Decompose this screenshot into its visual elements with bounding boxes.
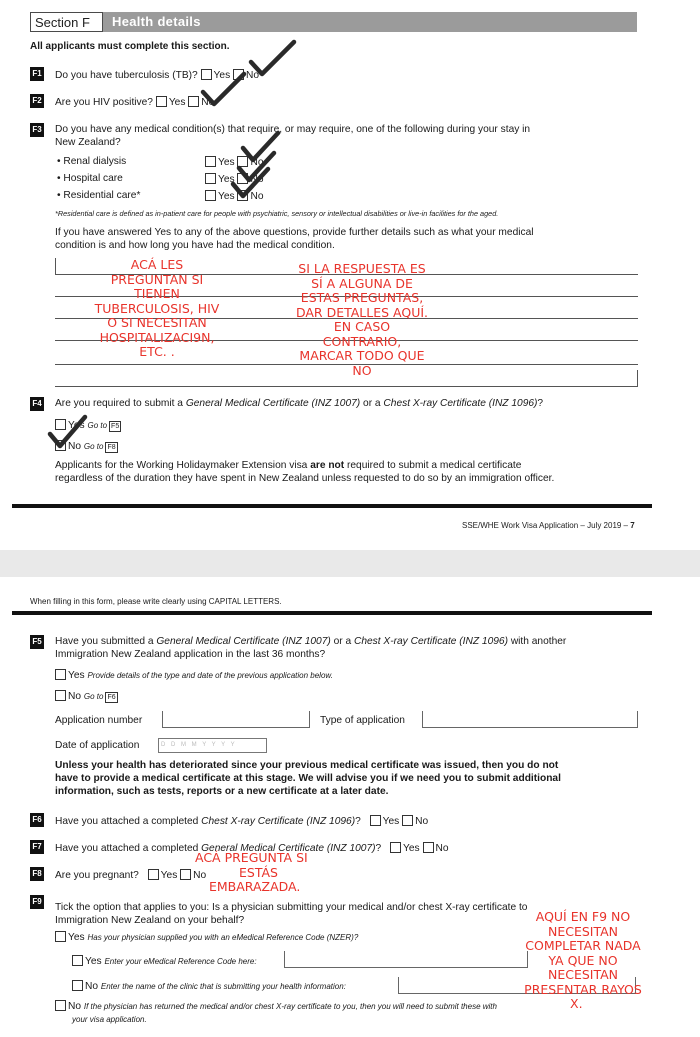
f5-yes-hint: Provide details of the type and date of the previous application below. xyxy=(87,671,333,680)
annotation-line: X. xyxy=(570,996,583,1011)
annotation-line: SÍ A ALGUNA DE xyxy=(311,275,413,291)
f9-sub-yes-checkbox[interactable] xyxy=(72,955,83,966)
question-f5-line2: Immigration New Zealand application in the last 36 months? xyxy=(55,649,326,660)
note-text: Applicants for the Working Holidaymaker Extension visa xyxy=(55,460,311,471)
residential-yes-checkbox[interactable] xyxy=(205,190,216,201)
renal-yes-label: Yes xyxy=(218,157,235,168)
page-header-instruction: When filling in this form, please write clearly using CAPITAL LETTERS. xyxy=(30,597,282,606)
question-f6 xyxy=(55,815,428,829)
f8-text: Are you pregnant? xyxy=(55,870,139,881)
f7-no-checkbox[interactable] xyxy=(423,842,434,853)
handwritten-checkmark-icon xyxy=(47,414,89,450)
f2-no-checkbox[interactable] xyxy=(188,96,199,107)
annotation-line: PRESENTAR RAYOS xyxy=(524,981,642,997)
question-f2-text: Are you HIV positive? xyxy=(55,97,153,108)
f4-text: Are you required to submit a xyxy=(55,398,186,409)
annotation-line: AQUÍ EN F9 NO xyxy=(535,909,631,924)
f8-no-label: No xyxy=(193,870,207,881)
annotation-line: HOSPITALIZACI9N, xyxy=(99,329,215,345)
f4-note-line2: regardless of the duration they have spent in New Zealand unless requested to do so by an immigration officer. xyxy=(55,473,555,484)
f5-no-label: No xyxy=(68,691,82,702)
f5-yes-label: Yes xyxy=(68,670,85,681)
annotation-pregnant-note xyxy=(195,851,325,895)
question-f1-text: Do you have tuberculosis (TB)? xyxy=(55,70,198,81)
goto-label: Go to xyxy=(83,692,104,701)
section-title: Health details xyxy=(112,14,201,29)
question-f3-line2: New Zealand? xyxy=(55,137,121,148)
f9-yes-hint: Has your physician supplied you with an eMedical Reference Code (NZER)? xyxy=(87,933,359,942)
f7-text-form: General Medical Certificate (INZ 1007) xyxy=(201,843,376,854)
annotation-line: TUBERCULOSIS, HIV xyxy=(94,300,220,316)
annotation-line: ACÁ LES xyxy=(130,257,184,272)
f4-no-label: No xyxy=(68,441,82,452)
f5-text: with another xyxy=(507,636,567,647)
question-f8 xyxy=(55,869,206,883)
question-number-f9: F9 xyxy=(30,895,44,909)
question-number-f5: F5 xyxy=(30,635,44,649)
annotation-line: ESTAS PREGUNTAS, xyxy=(300,290,424,305)
question-f9-line1: Tick the option that applies to you: Is a physician submitting your medical and/or chest X-ray certificate to xyxy=(55,902,528,913)
f9-no-checkbox[interactable] xyxy=(55,1000,66,1011)
f9-sub-yes-hint: Enter your eMedical Reference Code here: xyxy=(104,957,257,966)
question-number-f2: F2 xyxy=(30,94,44,108)
annotation-line: O SI NECESITAN xyxy=(107,315,207,330)
annotation-line: DAR DETALLES AQUÍ. xyxy=(295,304,429,320)
annotation-line: YA QUE NO xyxy=(548,952,618,968)
question-f3-line1: Do you have any medical condition(s) that require, or may require, one of the following during your stay in xyxy=(55,124,531,135)
f8-no-checkbox[interactable] xyxy=(180,869,191,880)
application-date-input[interactable]: D D M M Y Y Y Y xyxy=(158,738,267,753)
f9-sub-yes-label: Yes xyxy=(85,956,102,967)
page-top-rule xyxy=(12,611,652,615)
f4-text: or a xyxy=(360,398,384,409)
f1-no-label: No xyxy=(246,70,260,81)
f2-yes-label: Yes xyxy=(168,97,186,108)
goto-target-f5: F5 xyxy=(111,423,120,430)
goto-target-f8: F8 xyxy=(107,444,116,451)
annotation-left-note xyxy=(62,258,252,360)
question-number-f6: F6 xyxy=(30,813,44,827)
f5-yes-option xyxy=(55,669,333,683)
f7-text: ? xyxy=(375,843,382,854)
question-number-f8: F8 xyxy=(30,867,44,881)
goto-target-f6: F6 xyxy=(107,694,116,701)
question-f2 xyxy=(55,96,214,110)
question-f5-line1 xyxy=(55,636,566,649)
hospital-yes-checkbox[interactable] xyxy=(205,173,216,184)
page-separator xyxy=(0,550,700,577)
f9-yes-checkbox[interactable] xyxy=(55,931,66,942)
page-bottom-rule xyxy=(12,504,652,508)
application-number-label: Application number xyxy=(55,715,143,726)
application-type-label: Type of application xyxy=(320,715,405,726)
renal-yes-checkbox[interactable] xyxy=(205,156,216,167)
f9-sub-no-hint: Enter the name of the clinic that is submitting your health information: xyxy=(100,982,346,991)
question-number-f4: F4 xyxy=(30,397,44,411)
f5-paragraph-line1: Unless your health has deteriorated since your previous medical certificate was issued, then you do not xyxy=(55,760,559,771)
question-number-f7: F7 xyxy=(30,840,44,854)
f9-yes-label: Yes xyxy=(68,932,85,943)
question-f4 xyxy=(55,398,543,411)
f6-text-form: Chest X-ray Certificate (INZ 1096) xyxy=(201,816,356,827)
f7-text: Have you attached a completed xyxy=(55,843,202,854)
f6-text: Have you attached a completed xyxy=(55,816,202,827)
annotation-line: SI LA RESPUESTA ES xyxy=(298,261,426,276)
f6-yes-checkbox[interactable] xyxy=(370,815,381,826)
f4-text-form2: Chest X-ray Certificate (INZ 1096) xyxy=(383,398,538,409)
annotation-line: NECESITAN xyxy=(547,967,619,982)
f3-item-hospital-label: • Hospital care xyxy=(57,173,123,184)
f7-yes-checkbox[interactable] xyxy=(390,842,401,853)
f9-sub-no-option xyxy=(72,980,346,994)
page-footer xyxy=(462,521,635,530)
f3-details-line2: condition is and how long you have had the medical condition. xyxy=(55,240,335,251)
f4-text: ? xyxy=(537,398,544,409)
annotation-line: ESTÁS xyxy=(239,864,278,880)
application-date-label: Date of application xyxy=(55,740,140,751)
textarea-right-edge xyxy=(637,370,638,386)
note-emphasis: are not xyxy=(310,460,345,471)
f4-note-line1 xyxy=(55,460,521,473)
f4-yes-label: Yes xyxy=(68,420,85,431)
note-text: required to submit a medical certificate xyxy=(344,460,522,471)
f9-no-label: No xyxy=(68,1001,82,1012)
annotation-line: NO xyxy=(352,362,372,378)
handwritten-checkmark-icon xyxy=(248,38,298,80)
f9-no-hint: If the physician has returned the medical and/or chest X-ray certificate to you, then you will need to submit these with xyxy=(83,1002,497,1011)
renal-no-label: No xyxy=(250,157,264,168)
question-f9-line2: Immigration New Zealand on your behalf? xyxy=(55,915,245,926)
f4-text-form1: General Medical Certificate (INZ 1007) xyxy=(185,398,361,409)
application-type-input[interactable] xyxy=(422,711,638,728)
f9-sub-no-label: No xyxy=(85,981,99,992)
f5-text: or a xyxy=(330,636,354,647)
f6-no-checkbox[interactable] xyxy=(402,815,413,826)
footer-text: SSE/WHE Work Visa Application – July 2019 – xyxy=(462,521,631,530)
hospital-no-label: No xyxy=(250,174,264,185)
textarea-line xyxy=(55,386,638,387)
f7-yes-label: Yes xyxy=(403,843,420,854)
f3-footnote: *Residential care is defined as in-patient care for people with psychiatric, sensory or intellectual disabilities or live-in facilities for the aged. xyxy=(55,209,499,218)
goto-label: Go to xyxy=(87,421,108,430)
application-number-input[interactable] xyxy=(162,711,310,728)
annotation-f9-note xyxy=(518,910,648,1012)
f9-no-option xyxy=(55,1000,497,1014)
handwritten-checkmark-icon xyxy=(200,70,248,110)
annotation-line: CONTRARIO, xyxy=(322,333,402,349)
f6-yes-label: Yes xyxy=(382,816,400,827)
f1-yes-label: Yes xyxy=(213,70,231,81)
residential-no-label: No xyxy=(250,191,264,202)
f9-sub-yes-option xyxy=(72,955,257,969)
f5-text: Have you submitted a xyxy=(55,636,157,647)
f3-item-renal-label: • Renal dialysis xyxy=(57,156,127,167)
f5-no-option xyxy=(55,690,118,704)
question-number-f3: F3 xyxy=(30,123,44,137)
f5-paragraph-line3: information, such as tests, reports or a new certificate at a later date. xyxy=(55,786,389,797)
f5-no-checkbox[interactable] xyxy=(55,690,66,701)
annotation-line: PREGUNTAN SI xyxy=(110,271,204,287)
f5-text-form1: General Medical Certificate (INZ 1007) xyxy=(156,636,331,647)
goto-label: Go to xyxy=(83,442,104,451)
annotation-line: ACÁ PREGUNTA SI xyxy=(195,850,308,865)
hospital-yes-label: Yes xyxy=(218,174,235,185)
annotation-line: EN CASO xyxy=(333,319,391,334)
form-page-8 xyxy=(0,577,700,1037)
annotation-line: EMBARAZADA. xyxy=(209,879,301,894)
f5-yes-checkbox[interactable] xyxy=(55,669,66,680)
f6-text: ? xyxy=(355,816,361,827)
f9-sub-no-checkbox[interactable] xyxy=(72,980,83,991)
textarea-left-edge xyxy=(55,258,56,274)
f6-no-label: No xyxy=(415,816,429,827)
annotation-right-note xyxy=(272,262,452,378)
residential-yes-label: Yes xyxy=(218,191,235,202)
annotation-line: MARCAR TODO QUE xyxy=(299,348,425,363)
f5-paragraph-line2: have to provide a medical certificate at this stage. We will advise you if we need you to submit additional xyxy=(55,773,561,784)
annotation-line: ETC. . xyxy=(139,344,175,359)
f3-details-line1: If you have answered Yes to any of the above questions, provide further details such as what your medical xyxy=(55,227,534,238)
f8-yes-checkbox[interactable] xyxy=(148,869,159,880)
handwritten-checkmark-icon xyxy=(230,166,272,200)
annotation-line: TIENEN xyxy=(134,286,180,301)
f8-yes-label: Yes xyxy=(160,870,178,881)
annotation-line: COMPLETAR NADA xyxy=(525,938,641,953)
section-tag: Section F xyxy=(30,12,103,32)
f7-no-label: No xyxy=(435,843,449,854)
f9-yes-option xyxy=(55,931,358,945)
footer-page-number: 7 xyxy=(630,521,635,530)
f2-yes-checkbox[interactable] xyxy=(156,96,167,107)
question-number-f1: F1 xyxy=(30,67,44,81)
f2-no-label: No xyxy=(201,97,215,108)
section-intro: All applicants must complete this section. xyxy=(30,41,230,52)
emedical-code-input[interactable] xyxy=(284,951,528,968)
f5-text-form2: Chest X-ray Certificate (INZ 1096) xyxy=(353,636,508,647)
annotation-line: NECESITAN xyxy=(547,923,619,939)
f3-item-residential-label: • Residential care* xyxy=(57,190,141,201)
f9-no-hint-line2: your visa application. xyxy=(72,1015,147,1024)
